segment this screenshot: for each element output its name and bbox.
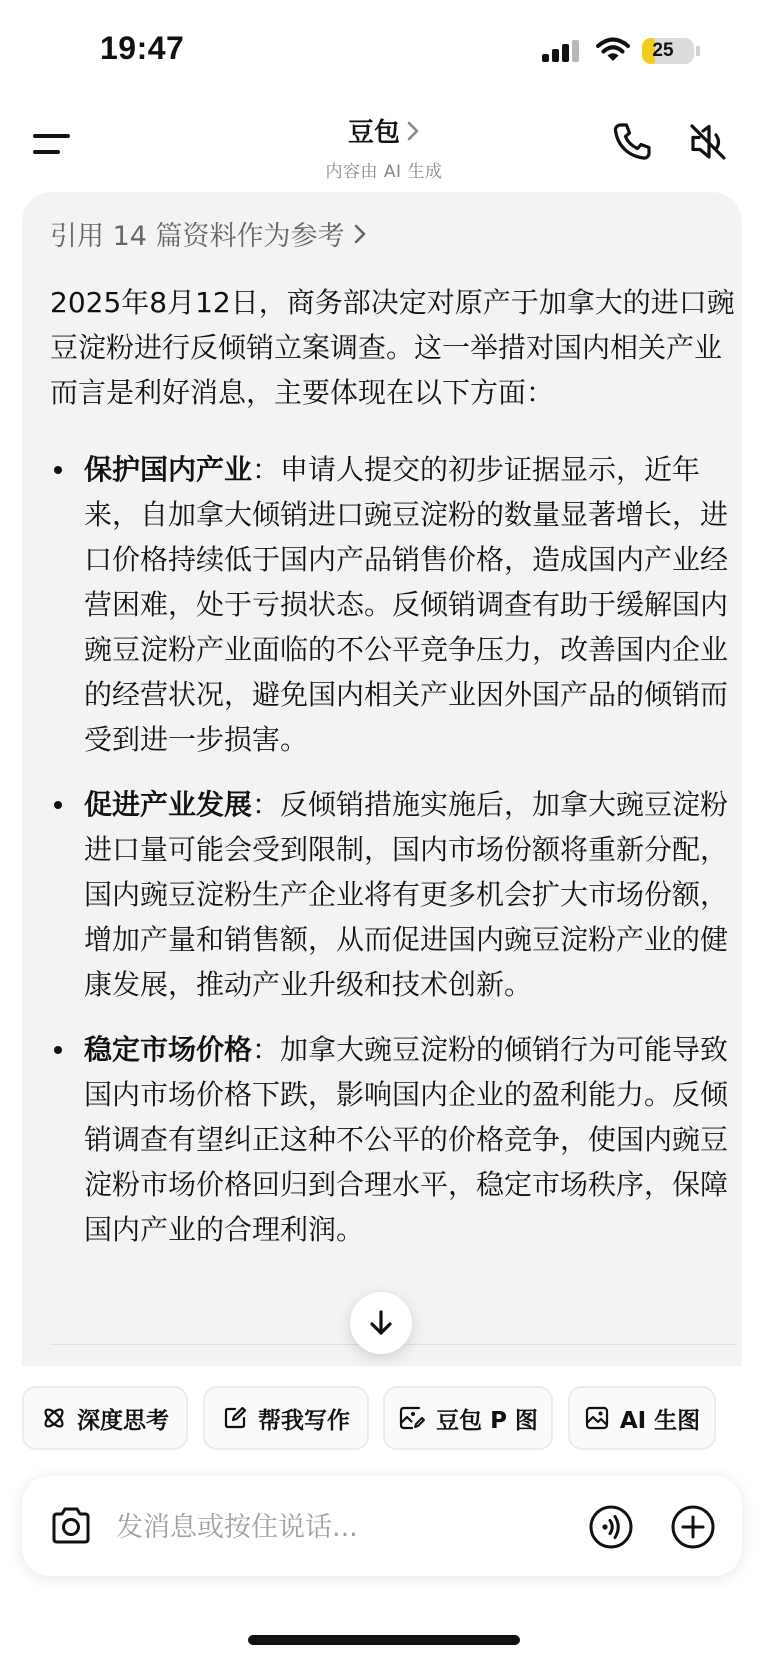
photo-edit-icon — [398, 1405, 426, 1431]
point-heading: 稳定市场价格 — [84, 1033, 253, 1066]
battery-indicator — [642, 38, 694, 64]
point-heading: 保护国内产业 — [84, 453, 253, 486]
phone-call-icon[interactable] — [610, 120, 654, 164]
list-item — [50, 782, 736, 1007]
page-title: 豆包 — [347, 118, 400, 148]
image-icon — [584, 1405, 610, 1431]
add-icon[interactable] — [670, 1504, 716, 1550]
chat-header — [0, 100, 768, 190]
message-composer — [22, 1476, 742, 1576]
ai-generated-notice: 内容由 AI 生成 — [325, 162, 443, 182]
message-body — [50, 280, 736, 1272]
point-text: ：加拿大豌豆淀粉的倾销行为可能导致国内市场价格下跌，影响国内企业的盈利能力。反倾销调查有望纠正这种不公平的价格竞争，使国内豌豆淀粉市场价格回归到合理水平，稳定市场秩序，保障国内产业的合理利润。 — [84, 1033, 729, 1246]
point-heading: 促进产业发展 — [84, 788, 253, 821]
status-time: 19:47 — [100, 30, 185, 66]
photo-edit-button[interactable] — [383, 1386, 553, 1450]
ai-image-button[interactable] — [568, 1386, 716, 1450]
deep-think-label: 深度思考 — [77, 1407, 169, 1434]
wifi-icon — [596, 37, 630, 63]
references-link[interactable] — [50, 214, 367, 253]
chat-title-area — [234, 112, 534, 182]
chevron-right-icon — [406, 120, 420, 142]
list-item — [50, 447, 736, 762]
composer-panel — [0, 1366, 768, 1665]
writing-assistant-label: 帮我写作 — [258, 1407, 350, 1434]
edit-icon — [222, 1405, 248, 1431]
battery-cap — [696, 46, 700, 56]
battery-level: 25 — [652, 40, 674, 61]
arrow-down-icon — [367, 1309, 395, 1337]
cellular-signal-icon — [542, 40, 582, 62]
voice-call-icon[interactable] — [588, 1504, 634, 1550]
key-points-list — [50, 447, 736, 1252]
home-indicator — [248, 1635, 520, 1645]
photo-edit-label: 豆包 P 图 — [436, 1407, 538, 1434]
point-text: ：申请人提交的初步证据显示，近年来，自加拿大倾销进口豌豆淀粉的数量显著增长，进口价格持续低于国内产品销售价格，造成国内产业经营困难，处于亏损状态。反倾销调查有助于缓解国内豌豆淀粉产业面临的不公平竞争压力，改善国内企业的经营状况，避免国内相关产业因外国产品的倾销而受到进一步损害。 — [84, 453, 729, 756]
message-input[interactable] — [114, 1502, 588, 1552]
chevron-right-icon — [353, 222, 367, 246]
point-text: ：反倾销措施实施后，加拿大豌豆淀粉进口量可能会受到限制，国内市场份额将重新分配，国内豌豆淀粉生产企业将有更多机会扩大市场份额，增加产量和销售额，从而促进国内豌豆淀粉产业的健康发展，推动产业升级和技术创新。 — [84, 788, 729, 1001]
bot-profile-link[interactable] — [348, 112, 420, 149]
assistant-message — [22, 192, 742, 1372]
camera-icon[interactable] — [48, 1504, 94, 1548]
atom-icon — [41, 1405, 67, 1431]
message-intro: 2025年8月12日，商务部决定对原产于加拿大的进口豌豆淀粉进行反倾销立案调查。这一举措对国内相关产业而言是利好消息，主要体现在以下方面： — [50, 286, 735, 409]
menu-icon[interactable] — [28, 124, 76, 164]
deep-think-button[interactable] — [22, 1386, 188, 1450]
ai-image-label: AI 生图 — [619, 1407, 701, 1434]
list-item — [50, 1027, 736, 1252]
speaker-mute-icon[interactable] — [686, 120, 730, 164]
scroll-to-bottom-button[interactable] — [350, 1292, 412, 1354]
status-bar — [0, 0, 768, 100]
references-label: 引用 14 篇资料作为参考 — [50, 221, 345, 252]
writing-assistant-button[interactable] — [203, 1386, 369, 1450]
